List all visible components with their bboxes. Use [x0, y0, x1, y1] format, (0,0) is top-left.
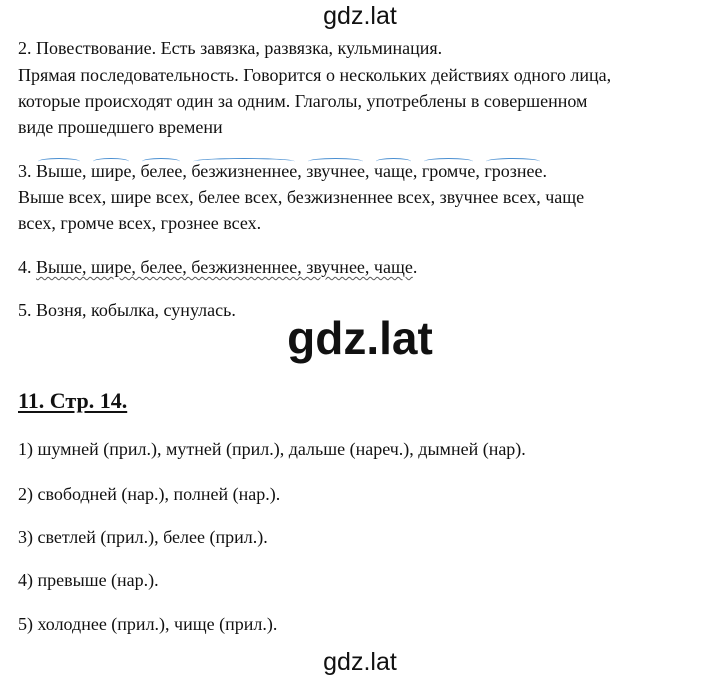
- watermark-top: gdz.lat: [323, 2, 397, 30]
- exercise-item-3: 3) светлей (прил.), белее (прил.).: [18, 527, 268, 547]
- item2-line3: которые происходят один за одним. Глаголы, употреблены в совершенном: [18, 91, 588, 111]
- item4-number: 4.: [18, 257, 36, 277]
- exercise-item-5: 5) холоднее (прил.), чище (прил.).: [18, 614, 278, 634]
- item4-underlined-words: Выше, шире, белее, безжизненнее, звучнее, чаще: [36, 257, 413, 277]
- item5: 5. Возня, кобылка, сунулась.: [18, 300, 236, 320]
- item3-word-5: звучнее: [306, 161, 365, 181]
- item3-word-8: грознее: [484, 161, 543, 181]
- exercise-item-2: 2) свободней (нар.), полней (нар.).: [18, 484, 281, 504]
- item3-word-3: белее: [140, 161, 183, 181]
- item4-end: .: [412, 257, 418, 277]
- item3-word-7: громче: [421, 161, 476, 181]
- watermark-middle: gdz.lat: [287, 312, 433, 364]
- item2-line1: 2. Повествование. Есть завязка, развязка, кульминация.: [18, 38, 443, 58]
- item3-line1: 3. Выше, шире, белее, безжизненнее, звучнее, чаще, громче, грознее.: [18, 161, 547, 181]
- item3-word-1: Выше: [36, 161, 82, 181]
- exercise-heading: 11. Стр. 14.: [18, 388, 128, 413]
- item2-line2: Прямая последовательность. Говорится о нескольких действиях одного лица,: [18, 65, 612, 85]
- exercise-item-1: 1) шумней (прил.), мутней (прил.), дальше (нареч.), дымней (нар).: [18, 439, 526, 459]
- item2-line4: виде прошедшего времени: [18, 117, 223, 137]
- item3-word-2: шире: [90, 161, 132, 181]
- item3-line2: Выше всех, шире всех, белее всех, безжизненнее всех, звучнее всех, чаще: [18, 187, 585, 207]
- exercise-item-4: 4) превыше (нар.).: [18, 570, 159, 590]
- item3-word-6: чаще: [373, 161, 413, 181]
- item3-line3: всех, громче всех, грознее всех.: [18, 213, 262, 233]
- watermark-bottom: gdz.lat: [323, 648, 397, 676]
- item3-number: 3.: [18, 161, 36, 181]
- item3-word-4: безжизненнее: [191, 161, 298, 181]
- item4: [18, 255, 417, 279]
